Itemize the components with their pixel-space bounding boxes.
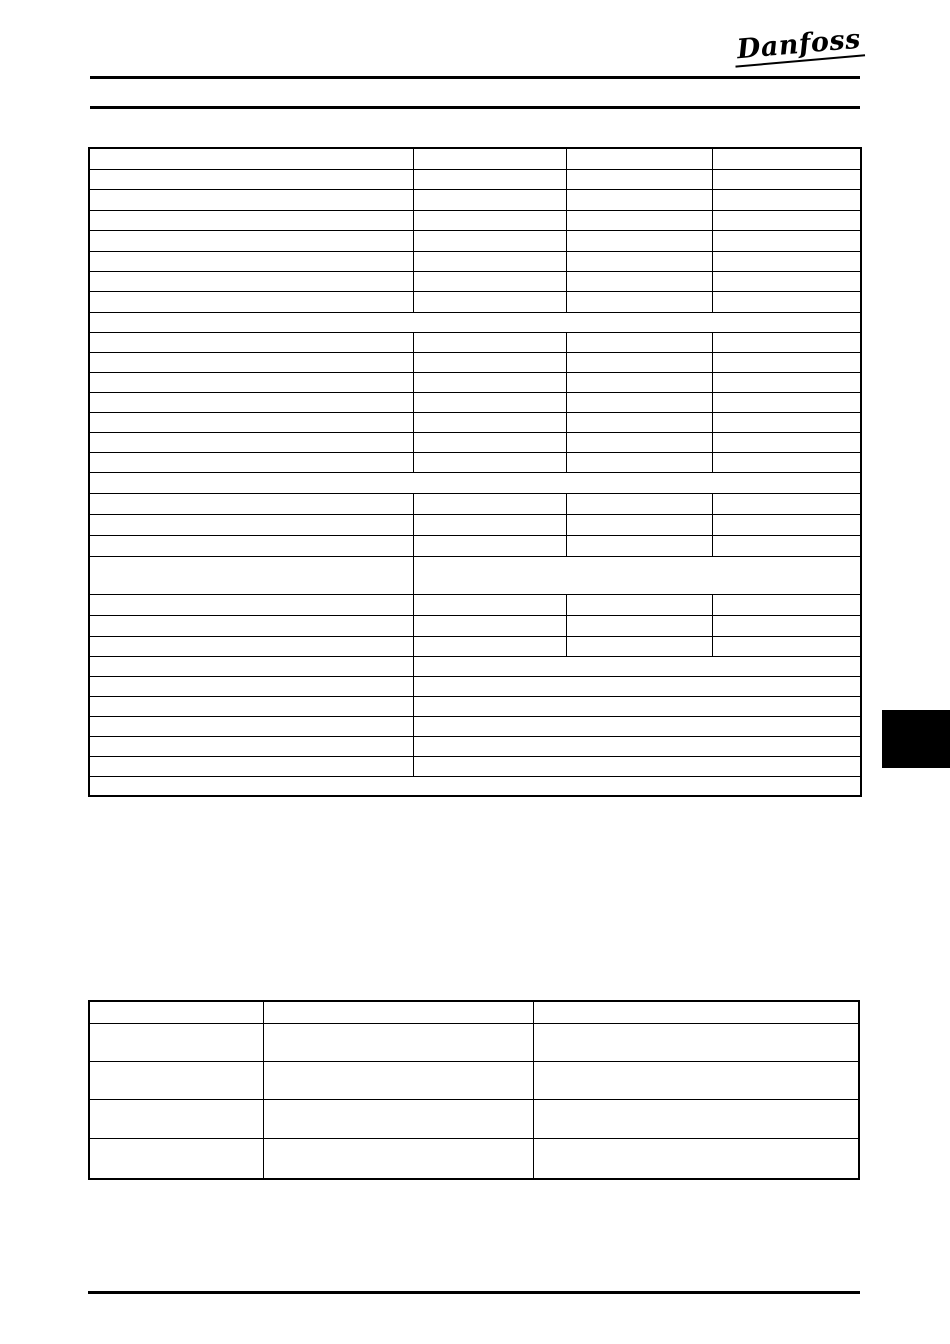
table-row [89,514,861,535]
table-cell [89,736,413,756]
table-cell [712,189,861,210]
table-cell [413,452,566,472]
table-cell [712,332,861,352]
table-cell [89,271,413,291]
table-cell [413,493,566,514]
table-cell [413,189,566,210]
danfoss-logo [735,23,864,66]
table-row [89,230,861,251]
table-row [89,594,861,615]
table-cell [566,251,712,271]
table-cell [413,615,566,636]
table-cell [533,1001,859,1023]
table-cell [533,1138,859,1179]
table-cell [413,514,566,535]
table-row [89,332,861,352]
table-cell [566,392,712,412]
table-cell [566,452,712,472]
table-cell [566,352,712,372]
table-row [89,291,861,312]
table-row [89,452,861,472]
table-cell [413,230,566,251]
table-cell [712,372,861,392]
table-row [89,716,861,736]
table-row [89,352,861,372]
table-cell [712,352,861,372]
table-cell [566,169,712,189]
table-cell [413,432,566,452]
table-row [89,656,861,676]
table-grid [88,1000,860,1180]
table-cell [566,210,712,230]
table-cell [712,514,861,535]
table-cell [89,1138,263,1179]
table-cell [712,594,861,615]
table-cell [413,716,861,736]
table-cell [89,594,413,615]
table-cell [413,594,566,615]
table-cell [566,636,712,656]
table-cell [89,656,413,676]
table-cell [89,392,413,412]
table-cell [566,372,712,392]
specifications-table [88,147,862,797]
table-cell [89,493,413,514]
table-cell [566,615,712,636]
table-cell [89,696,413,716]
table-cell [263,1001,533,1023]
table-cell [712,412,861,432]
danfoss-logo-text: Danfoss [733,25,865,67]
table-cell [533,1023,859,1061]
table-cell [712,615,861,636]
table-cell [533,1061,859,1099]
table-cell [89,352,413,372]
table-cell [89,535,413,556]
table-cell [413,412,566,432]
table-cell [89,291,413,312]
table-cell [413,696,861,716]
table-cell [263,1023,533,1061]
table-cell [263,1061,533,1099]
table-cell [89,452,413,472]
table-row [89,392,861,412]
table-row [89,493,861,514]
table-cell [413,556,861,594]
table-cell [89,412,413,432]
table-row [89,1061,859,1099]
table-row [89,1023,859,1061]
table-cell [89,514,413,535]
table-cell [712,493,861,514]
table-cell [89,332,413,352]
table-grid [88,147,862,797]
table-cell [413,372,566,392]
table-cell [566,189,712,210]
table-row [89,169,861,189]
table-cell [712,432,861,452]
table-cell [413,656,861,676]
table-row [89,776,861,796]
table-row [89,676,861,696]
table-cell [712,636,861,656]
table-cell [89,676,413,696]
table-cell [566,535,712,556]
table-cell [89,615,413,636]
table-cell [89,189,413,210]
table-row [89,556,861,594]
table-cell [263,1138,533,1179]
table-cell [89,556,413,594]
table-row [89,615,861,636]
table-cell [712,535,861,556]
table-cell [89,148,413,169]
table-row [89,636,861,656]
table-cell [413,251,566,271]
table-cell [566,412,712,432]
table-cell [413,169,566,189]
table-cell [533,1099,859,1138]
header-rule-bottom [90,106,860,109]
table-row [89,1099,859,1138]
table-cell [712,210,861,230]
table-row [89,148,861,169]
table-cell [566,432,712,452]
table-cell [89,1023,263,1061]
table-cell [712,251,861,271]
table-cell [566,493,712,514]
table-row [89,1138,859,1179]
table-row [89,472,861,493]
footer-rule [88,1291,860,1294]
table-cell [712,291,861,312]
table-cell [89,636,413,656]
table-cell [413,291,566,312]
table-cell [712,148,861,169]
table-cell [566,514,712,535]
table-row [89,189,861,210]
table-row [89,271,861,291]
table-cell [89,230,413,251]
table-cell [566,332,712,352]
table-row [89,756,861,776]
table-cell [413,535,566,556]
header-rule-top [90,76,860,79]
table-row [89,535,861,556]
table-cell [712,169,861,189]
table-cell [89,1061,263,1099]
table-cell [89,1001,263,1023]
table-cell [413,148,566,169]
table-row [89,736,861,756]
table-cell [413,636,566,656]
table-cell [413,210,566,230]
table-row [89,1001,859,1023]
table-cell [89,251,413,271]
table-cell [413,332,566,352]
table-cell [566,291,712,312]
table-cell [89,432,413,452]
table-cell [413,271,566,291]
table-cell [712,271,861,291]
table-row [89,696,861,716]
table-cell [566,271,712,291]
table-cell [566,230,712,251]
table-row [89,210,861,230]
table-cell [89,210,413,230]
table-cell [413,676,861,696]
table-cell [89,472,861,493]
table-cell [413,756,861,776]
table-cell [712,392,861,412]
table-cell [566,148,712,169]
table-cell [89,1099,263,1138]
table-cell [263,1099,533,1138]
table-cell [89,756,413,776]
table-cell [89,716,413,736]
table-cell [89,169,413,189]
table-cell [89,776,861,796]
table-cell [712,452,861,472]
table-cell [413,736,861,756]
table-cell [89,312,861,332]
table-cell [413,352,566,372]
table-row [89,251,861,271]
secondary-table [88,1000,860,1180]
table-row [89,312,861,332]
table-row [89,432,861,452]
table-cell [89,372,413,392]
table-row [89,372,861,392]
table-cell [566,594,712,615]
table-cell [413,392,566,412]
table-cell [712,230,861,251]
table-row [89,412,861,432]
page-edge-section-tab [882,710,950,768]
